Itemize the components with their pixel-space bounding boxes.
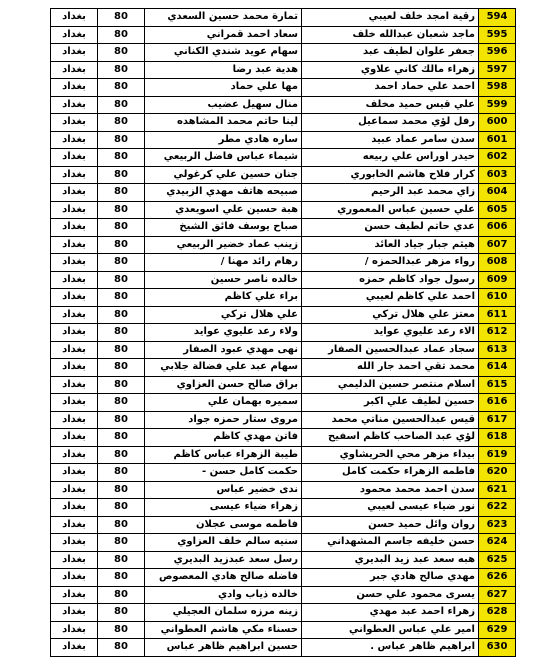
table-row (51, 96, 516, 114)
table-row (51, 639, 516, 657)
name-cell: فاطمه الزهراء حكمت كامل (302, 464, 479, 482)
sequence-number-cell: 603 (479, 166, 516, 184)
name-cell: رسول جواد كاظم حمزه (302, 271, 479, 289)
reference-name-cell: زينب عماد خضير الربيعي (145, 236, 302, 254)
city-cell: بغداد (51, 429, 98, 447)
table-row (51, 569, 516, 587)
reference-name-cell: براق صالح حسن العزاوي (145, 376, 302, 394)
score-cell: 80 (98, 324, 145, 342)
name-cell: رواء مزهر عبدالحمزه / (302, 254, 479, 272)
name-cell: احمد علي كاظم لعيبي (302, 289, 479, 307)
table-row (51, 149, 516, 167)
reference-name-cell: صباح يوسف فائق الشيخ (145, 219, 302, 237)
sequence-number-cell: 607 (479, 236, 516, 254)
reference-name-cell: منال سهيل عضيب (145, 96, 302, 114)
table-row (51, 44, 516, 62)
city-cell: بغداد (51, 639, 98, 657)
score-cell: 80 (98, 551, 145, 569)
city-cell: بغداد (51, 289, 98, 307)
name-cell: هيثم جبار جياد العائد (302, 236, 479, 254)
score-cell: 80 (98, 569, 145, 587)
score-cell: 80 (98, 79, 145, 97)
reference-name-cell: فاطمه موسى عجلان (145, 516, 302, 534)
table-row (51, 79, 516, 97)
city-cell: بغداد (51, 219, 98, 237)
score-cell: 80 (98, 96, 145, 114)
sequence-number-cell: 616 (479, 394, 516, 412)
table-row (51, 341, 516, 359)
city-cell: بغداد (51, 411, 98, 429)
reference-name-cell: سميره بهمان علي (145, 394, 302, 412)
name-cell: نور ضياء عيسى لعيبي (302, 499, 479, 517)
sequence-number-cell: 623 (479, 516, 516, 534)
score-cell: 80 (98, 306, 145, 324)
reference-name-cell: فاتن مهدي كاظم (145, 429, 302, 447)
sequence-number-cell: 602 (479, 149, 516, 167)
table-row (51, 586, 516, 604)
score-cell: 80 (98, 26, 145, 44)
reference-name-cell: فاضله صالح هادي المعصوص (145, 569, 302, 587)
reference-name-cell: سهام عبد علي فضالة جلابي (145, 359, 302, 377)
city-cell: بغداد (51, 131, 98, 149)
city-cell: بغداد (51, 534, 98, 552)
name-cell: علي حسين عباس المعموري (302, 201, 479, 219)
table-row (51, 411, 516, 429)
table-row (51, 9, 516, 27)
city-cell: بغداد (51, 464, 98, 482)
sequence-number-cell: 626 (479, 569, 516, 587)
city-cell: بغداد (51, 184, 98, 202)
table-row (51, 604, 516, 622)
table-row (51, 271, 516, 289)
table-row (51, 534, 516, 552)
score-cell: 80 (98, 481, 145, 499)
score-cell: 80 (98, 499, 145, 517)
reference-name-cell: نهى مهدي عبود الصفار (145, 341, 302, 359)
score-cell: 80 (98, 9, 145, 27)
reference-name-cell: حسين ابراهيم ظاهر عباس (145, 639, 302, 657)
reference-name-cell: طيبة الزهراء عباس كاظم (145, 446, 302, 464)
table-row (51, 201, 516, 219)
sequence-number-cell: 601 (479, 131, 516, 149)
score-cell: 80 (98, 464, 145, 482)
sequence-number-cell: 620 (479, 464, 516, 482)
reference-name-cell: ساره هادي مطر (145, 131, 302, 149)
score-cell: 80 (98, 621, 145, 639)
sequence-number-cell: 600 (479, 114, 516, 132)
reference-name-cell: تمارة محمد حسين السعدي (145, 9, 302, 27)
city-cell: بغداد (51, 201, 98, 219)
reference-name-cell: حكمت كامل حسن - (145, 464, 302, 482)
reference-name-cell: هدية عبد رضا (145, 61, 302, 79)
city-cell: بغداد (51, 9, 98, 27)
reference-name-cell: براء علي كاظم (145, 289, 302, 307)
city-cell: بغداد (51, 499, 98, 517)
name-cell: حيدر اوراس علي ربيعه (302, 149, 479, 167)
sequence-number-cell: 597 (479, 61, 516, 79)
name-cell: الاء رعد عليوي عوايد (302, 324, 479, 342)
score-cell: 80 (98, 219, 145, 237)
sequence-number-cell: 596 (479, 44, 516, 62)
reference-name-cell: زهراء ضياء عيسى (145, 499, 302, 517)
city-cell: بغداد (51, 604, 98, 622)
score-cell: 80 (98, 184, 145, 202)
city-cell: بغداد (51, 446, 98, 464)
table-row (51, 621, 516, 639)
sequence-number-cell: 625 (479, 551, 516, 569)
name-cell: ابراهيم ظاهر عباس . (302, 639, 479, 657)
name-cell: مهدي صالح هادي جبر (302, 569, 479, 587)
score-cell: 80 (98, 359, 145, 377)
name-cell: بيداء مزهر محي الحريشاوي (302, 446, 479, 464)
city-cell: بغداد (51, 341, 98, 359)
score-cell: 80 (98, 534, 145, 552)
sequence-number-cell: 621 (479, 481, 516, 499)
city-cell: بغداد (51, 96, 98, 114)
score-cell: 80 (98, 271, 145, 289)
sequence-number-cell: 614 (479, 359, 516, 377)
beneficiaries-table (50, 8, 516, 657)
sequence-number-cell: 599 (479, 96, 516, 114)
reference-name-cell: ولاء رعد عليوي عوايد (145, 324, 302, 342)
score-cell: 80 (98, 44, 145, 62)
table-row (51, 394, 516, 412)
table-body (51, 9, 516, 657)
score-cell: 80 (98, 149, 145, 167)
sequence-number-cell: 622 (479, 499, 516, 517)
name-cell: اسلام منتصر حسين الدليمي (302, 376, 479, 394)
sequence-number-cell: 613 (479, 341, 516, 359)
reference-name-cell: سعاد احمد قمراني (145, 26, 302, 44)
reference-name-cell: رهام رائد مهنا / (145, 254, 302, 272)
sequence-number-cell: 608 (479, 254, 516, 272)
city-cell: بغداد (51, 359, 98, 377)
name-cell: معتز علي هلال تركي (302, 306, 479, 324)
score-cell: 80 (98, 604, 145, 622)
table-row (51, 254, 516, 272)
table-row (51, 324, 516, 342)
city-cell: بغداد (51, 394, 98, 412)
table-row (51, 376, 516, 394)
table-row (51, 131, 516, 149)
sequence-number-cell: 624 (479, 534, 516, 552)
table-row (51, 551, 516, 569)
name-cell: امير علي عباس العطواني (302, 621, 479, 639)
sequence-number-cell: 619 (479, 446, 516, 464)
sequence-number-cell: 628 (479, 604, 516, 622)
city-cell: بغداد (51, 26, 98, 44)
reference-name-cell: لينا حاتم محمد المشاهده (145, 114, 302, 132)
sequence-number-cell: 609 (479, 271, 516, 289)
sequence-number-cell: 617 (479, 411, 516, 429)
city-cell: بغداد (51, 114, 98, 132)
reference-name-cell: رسل سعد عبدزيد البديري (145, 551, 302, 569)
sequence-number-cell: 612 (479, 324, 516, 342)
city-cell: بغداد (51, 306, 98, 324)
name-cell: رقية امجد خلف لعيبي (302, 9, 479, 27)
city-cell: بغداد (51, 376, 98, 394)
table-row (51, 26, 516, 44)
city-cell: بغداد (51, 569, 98, 587)
city-cell: بغداد (51, 271, 98, 289)
name-cell: روان وائل حميد حسن (302, 516, 479, 534)
score-cell: 80 (98, 411, 145, 429)
name-cell: ماجد شعبان عبدالله خلف (302, 26, 479, 44)
reference-name-cell: زينه مرزه سلمان العجيلي (145, 604, 302, 622)
score-cell: 80 (98, 429, 145, 447)
reference-name-cell: هبة حسين علي اسويعدي (145, 201, 302, 219)
reference-name-cell: حسناء مكي هاشم العطواني (145, 621, 302, 639)
city-cell: بغداد (51, 254, 98, 272)
name-cell: سجاد عماد عبدالحسين الصفار (302, 341, 479, 359)
sequence-number-cell: 594 (479, 9, 516, 27)
score-cell: 80 (98, 131, 145, 149)
score-cell: 80 (98, 516, 145, 534)
score-cell: 80 (98, 254, 145, 272)
name-cell: هبه سعد عبد زيد البديري (302, 551, 479, 569)
score-cell: 80 (98, 341, 145, 359)
table-row (51, 446, 516, 464)
reference-name-cell: شيماء عباس فاضل الربيعي (145, 149, 302, 167)
city-cell: بغداد (51, 586, 98, 604)
name-cell: زهراء احمد عبد مهدي (302, 604, 479, 622)
city-cell: بغداد (51, 236, 98, 254)
reference-name-cell: صبيحه هاتف مهدي الزبيدي (145, 184, 302, 202)
reference-name-cell: جنان حسين علي كرغولي (145, 166, 302, 184)
sequence-number-cell: 610 (479, 289, 516, 307)
city-cell: بغداد (51, 166, 98, 184)
sequence-number-cell: 630 (479, 639, 516, 657)
sequence-number-cell: 629 (479, 621, 516, 639)
city-cell: بغداد (51, 61, 98, 79)
table-row (51, 306, 516, 324)
name-cell: كرار فلاح هاشم الخابوري (302, 166, 479, 184)
sequence-number-cell: 606 (479, 219, 516, 237)
name-cell: رفل لؤي محمد سماعيل (302, 114, 479, 132)
table-row (51, 516, 516, 534)
city-cell: بغداد (51, 79, 98, 97)
name-cell: سدن سامر عماد عبيد (302, 131, 479, 149)
city-cell: بغداد (51, 621, 98, 639)
name-cell: محمد تقي احمد جار الله (302, 359, 479, 377)
city-cell: بغداد (51, 324, 98, 342)
sequence-number-cell: 605 (479, 201, 516, 219)
table-row (51, 464, 516, 482)
score-cell: 80 (98, 166, 145, 184)
name-cell: لؤي عبد الصاحب كاظم اسفيح (302, 429, 479, 447)
name-cell: علي قيس حميد مخلف (302, 96, 479, 114)
table-row (51, 236, 516, 254)
sequence-number-cell: 627 (479, 586, 516, 604)
sequence-number-cell: 598 (479, 79, 516, 97)
city-cell: بغداد (51, 149, 98, 167)
reference-name-cell: سنيه سالم خلف العزاوي (145, 534, 302, 552)
table-row (51, 61, 516, 79)
score-cell: 80 (98, 236, 145, 254)
table-row (51, 359, 516, 377)
reference-name-cell: سهام عويد شندي الكناني (145, 44, 302, 62)
sequence-number-cell: 611 (479, 306, 516, 324)
name-cell: يسرى محمود علي حسن (302, 586, 479, 604)
score-cell: 80 (98, 201, 145, 219)
table-row (51, 219, 516, 237)
reference-name-cell: مها علي حماد (145, 79, 302, 97)
name-cell: حسن خليفه جاسم المشهداني (302, 534, 479, 552)
city-cell: بغداد (51, 516, 98, 534)
table-row (51, 429, 516, 447)
sequence-number-cell: 595 (479, 26, 516, 44)
city-cell: بغداد (51, 481, 98, 499)
name-cell: عدي حاتم لطيف حسن (302, 219, 479, 237)
name-cell: احمد علي حماد احمد (302, 79, 479, 97)
city-cell: بغداد (51, 551, 98, 569)
score-cell: 80 (98, 61, 145, 79)
score-cell: 80 (98, 586, 145, 604)
reference-name-cell: علي هلال تركي (145, 306, 302, 324)
name-cell: حسين لطيف علي اكبر (302, 394, 479, 412)
table-row (51, 114, 516, 132)
table-row (51, 184, 516, 202)
name-cell: زاي محمد عبد الرحيم (302, 184, 479, 202)
reference-name-cell: خالده ذياب وادي (145, 586, 302, 604)
table-row (51, 481, 516, 499)
score-cell: 80 (98, 376, 145, 394)
reference-name-cell: مروى ستار حمزه جواد (145, 411, 302, 429)
table-row (51, 166, 516, 184)
score-cell: 80 (98, 114, 145, 132)
table-row (51, 499, 516, 517)
sequence-number-cell: 615 (479, 376, 516, 394)
score-cell: 80 (98, 289, 145, 307)
score-cell: 80 (98, 639, 145, 657)
table-row (51, 289, 516, 307)
reference-name-cell: ندى خضير عباس (145, 481, 302, 499)
name-cell: جعفر علوان لطيف عبد (302, 44, 479, 62)
name-cell: سدن احمد محمد محمود (302, 481, 479, 499)
sequence-number-cell: 618 (479, 429, 516, 447)
sequence-number-cell: 604 (479, 184, 516, 202)
name-cell: زهراء مالك كاني علاوي (302, 61, 479, 79)
city-cell: بغداد (51, 44, 98, 62)
reference-name-cell: خالده ناصر حسين (145, 271, 302, 289)
name-cell: قيس عبدالحسين مناتي محمد (302, 411, 479, 429)
score-cell: 80 (98, 446, 145, 464)
score-cell: 80 (98, 394, 145, 412)
